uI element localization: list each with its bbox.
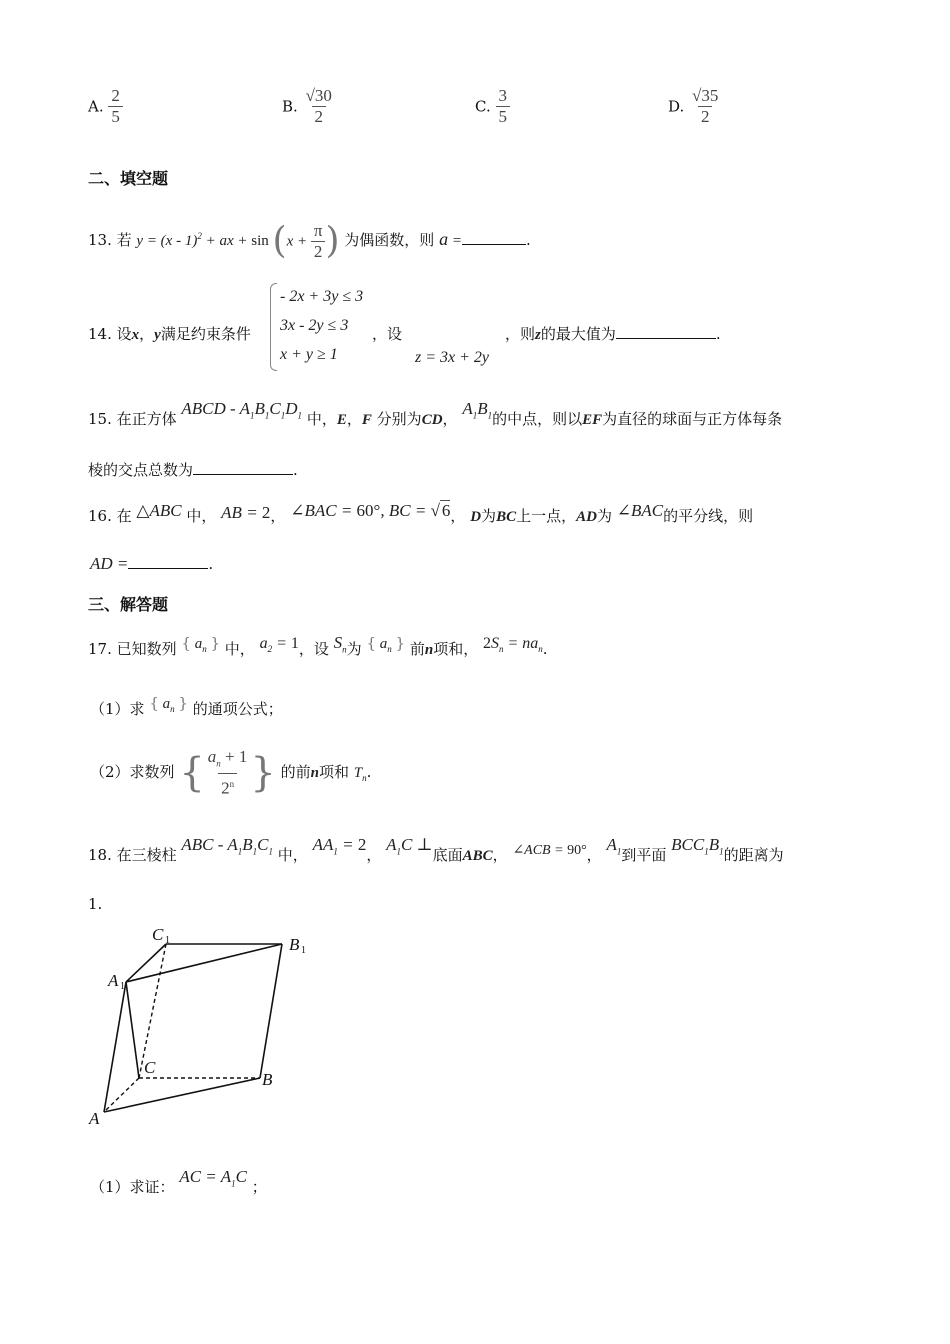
edge-a1a: [104, 982, 126, 1112]
numerator: √30: [305, 86, 332, 105]
label-a1: A: [108, 971, 119, 990]
edge-ab: [104, 1078, 260, 1112]
option-b: [282, 86, 335, 127]
question-18-line2: 1.: [88, 895, 103, 913]
question-text: 的前: [280, 763, 311, 781]
question-14-intro: [88, 323, 251, 344]
question-text: 中，: [224, 640, 255, 658]
question-text: 中，: [306, 410, 337, 428]
denominator: 2: [698, 106, 713, 127]
question-text: 前: [409, 640, 425, 658]
option-label: A.: [88, 97, 104, 116]
option-d: [668, 86, 721, 127]
period: .: [542, 640, 548, 658]
sum-relation: $2S_n = na_n$: [483, 635, 543, 655]
question-number: 14. 设: [88, 325, 132, 343]
question-number: 18. 在三棱柱: [88, 846, 177, 864]
question-15-line1: [88, 399, 783, 430]
var-z: z: [535, 327, 541, 343]
plane-abc: ABC: [462, 848, 493, 864]
question-text: 为: [596, 507, 612, 525]
sum-tn: $T_n$: [353, 765, 367, 783]
label-b: B: [262, 1070, 273, 1089]
fraction: [496, 86, 511, 127]
point-f: F: [361, 412, 372, 428]
numerator: 3: [498, 86, 507, 105]
edge-a1c1: [126, 944, 166, 982]
label-a1-sub: 1: [120, 981, 125, 992]
option-label: B.: [282, 97, 298, 116]
comma: ，: [270, 507, 286, 525]
ab-length: AB = 2: [221, 503, 271, 522]
period: .: [293, 461, 298, 479]
question-18-part1: [90, 1167, 267, 1198]
question-number: 13. 若: [88, 231, 132, 249]
label-c1-sub: 1: [165, 935, 170, 946]
question-text: 满足约束条件: [160, 325, 251, 343]
question-16-line2: AD = .: [90, 554, 214, 573]
semicolon: ；: [251, 1178, 267, 1196]
question-number: 15. 在正方体: [88, 410, 177, 428]
question-text: 到平面: [621, 846, 667, 864]
var-n: n: [424, 642, 434, 658]
segment-a1b1: $A_1B_1$: [462, 399, 493, 421]
plane-bcc1b1: $BCC_1B_1$: [671, 835, 724, 857]
constraint-1: - 2x + 3y ≤ 3: [280, 288, 364, 305]
answer-blank: [616, 324, 716, 339]
comma: ，: [586, 846, 602, 864]
question-number: 16. 在: [88, 507, 132, 525]
question-text: 棱的交点总数为: [88, 461, 194, 479]
edge-b1b: [260, 944, 282, 1078]
option-label: D.: [668, 97, 685, 116]
question-18-line1: [88, 835, 784, 866]
edge-a1c: [126, 982, 139, 1078]
function-expression: y = (x - 1)$^2$ + ax + sin (x + $\frac{\pi}{2}$ ): [136, 220, 340, 262]
comma: ，: [442, 410, 458, 428]
point-e: E: [336, 412, 347, 428]
triangle-abc: △ABC: [136, 501, 182, 520]
objective-function: z = 3x + 2y: [415, 349, 490, 366]
question-text: 为直径的球面与正方体每条: [602, 410, 783, 428]
label-c: C: [144, 1058, 156, 1077]
comma: ，: [346, 410, 362, 428]
section-heading-fill-in: 二、填空题: [88, 169, 169, 188]
segment-ef: EF: [582, 412, 603, 428]
label-b1-sub: 1: [301, 945, 306, 956]
denominator: 5: [108, 106, 123, 127]
var-y: y: [154, 327, 161, 343]
question-text: 为: [346, 640, 362, 658]
numerator: 2: [111, 86, 120, 105]
constraint-3: x + y ≥ 1: [280, 346, 338, 363]
option-label: C.: [475, 97, 491, 116]
option-a: [88, 86, 123, 127]
question-text: 中，: [277, 846, 308, 864]
angle-bac: ∠BAC: [616, 501, 664, 520]
label-b1: B: [289, 935, 300, 954]
fraction: [108, 86, 123, 127]
fraction: [303, 86, 335, 127]
sequence-an: { $a_n$ }: [181, 634, 220, 654]
question-text: 为偶函数，则: [344, 231, 435, 249]
segment-ad: AD: [576, 509, 597, 525]
label-a: A: [89, 1109, 100, 1128]
prism-figure: [86, 918, 326, 1138]
label-c1: C: [152, 925, 164, 944]
sequence-an: { $a_n$ }: [149, 694, 188, 714]
question-text: 的最大值为: [540, 325, 616, 343]
part-label: （1）求: [90, 700, 145, 718]
answer-blank: [128, 554, 208, 569]
question-text: 的距离为: [723, 846, 784, 864]
question-16-line1: [88, 501, 754, 526]
question-17-part2: （2）求数列 { $\frac{a_n + 1}{2^n}$ } 的前n项和 $T_n$.: [90, 746, 372, 799]
ac-equals-a1c: AC = $A_1C$: [179, 1167, 247, 1189]
comma: ，: [450, 507, 466, 525]
aa1-length: $AA_1 = 2$: [312, 835, 367, 857]
system-brace: [270, 283, 277, 371]
comma: ，: [492, 846, 508, 864]
option-c: [475, 86, 510, 127]
sequence-an: { $a_n$ }: [366, 634, 406, 654]
constraint-2: 3x - 2y ≤ 3: [280, 317, 349, 334]
segment-bc: BC: [496, 509, 517, 525]
question-text: ，则: [505, 325, 536, 343]
question-17: [88, 633, 548, 660]
question-text: ，设: [372, 325, 403, 343]
period: .: [525, 231, 531, 249]
point-d: D: [470, 509, 482, 525]
period: .: [366, 763, 372, 781]
var-x: x: [131, 327, 140, 343]
question-17-part1: [90, 694, 283, 720]
edge-a1b1: [126, 944, 282, 982]
answer-blank: [462, 230, 526, 245]
question-text: 上一点，: [516, 507, 577, 525]
point-a1: $A_1$: [606, 835, 622, 857]
question-14-tail: [505, 323, 721, 344]
part-label: （1）求证：: [90, 1178, 175, 1196]
question-number: 17. 已知数列: [88, 640, 177, 658]
angle-acb: ∠ACB = 90°: [512, 843, 587, 858]
sum-sn: $S_n$: [333, 633, 347, 655]
question-text: 项和: [318, 763, 349, 781]
question-text: 分别为: [376, 410, 422, 428]
a2-value: $a_2 = 1$: [259, 635, 299, 655]
question-15-line2: [88, 459, 298, 480]
angle-condition: ∠BAC = 60°, BC = √ 6: [290, 501, 451, 520]
a1c-perp: $A_1C$ ⊥: [386, 835, 433, 857]
period: .: [208, 555, 214, 573]
answer-blank: [193, 460, 293, 475]
var-n: n: [310, 765, 319, 781]
question-text: 底面: [432, 846, 463, 864]
question-13: 13. 若 y = (x - 1)$^2$ + ax + sin (x + $\frac{\pi}{2}$ ) 为偶函数，则 a = .: [88, 220, 531, 262]
period: .: [715, 325, 721, 343]
part-label: （2）求数列: [90, 763, 175, 781]
question-text: 项和，: [433, 640, 479, 658]
comma: ，: [366, 846, 382, 864]
question-text: 中，: [186, 507, 217, 525]
cube-name: ABCD - $A_1B_1C_1D_1$: [181, 399, 303, 421]
section-heading-solve: 三、解答题: [88, 595, 169, 614]
segment-cd: CD: [421, 412, 443, 428]
fraction: $\frac{a_n + 1}{2^n}$: [207, 746, 248, 799]
numerator: √35: [692, 86, 719, 105]
denominator: 5: [496, 106, 511, 127]
question-text: 的通项公式；: [192, 700, 283, 718]
question-text: 为: [481, 507, 497, 525]
question-text: ，设: [298, 640, 329, 658]
denominator: 2: [312, 106, 327, 127]
fraction: [689, 86, 721, 127]
question-text: 的平分线，则: [663, 507, 754, 525]
question-text: 的中点，则以: [492, 410, 583, 428]
comma: ，: [139, 325, 155, 343]
prism-name: ABC - $A_1B_1C_1$: [181, 835, 273, 857]
